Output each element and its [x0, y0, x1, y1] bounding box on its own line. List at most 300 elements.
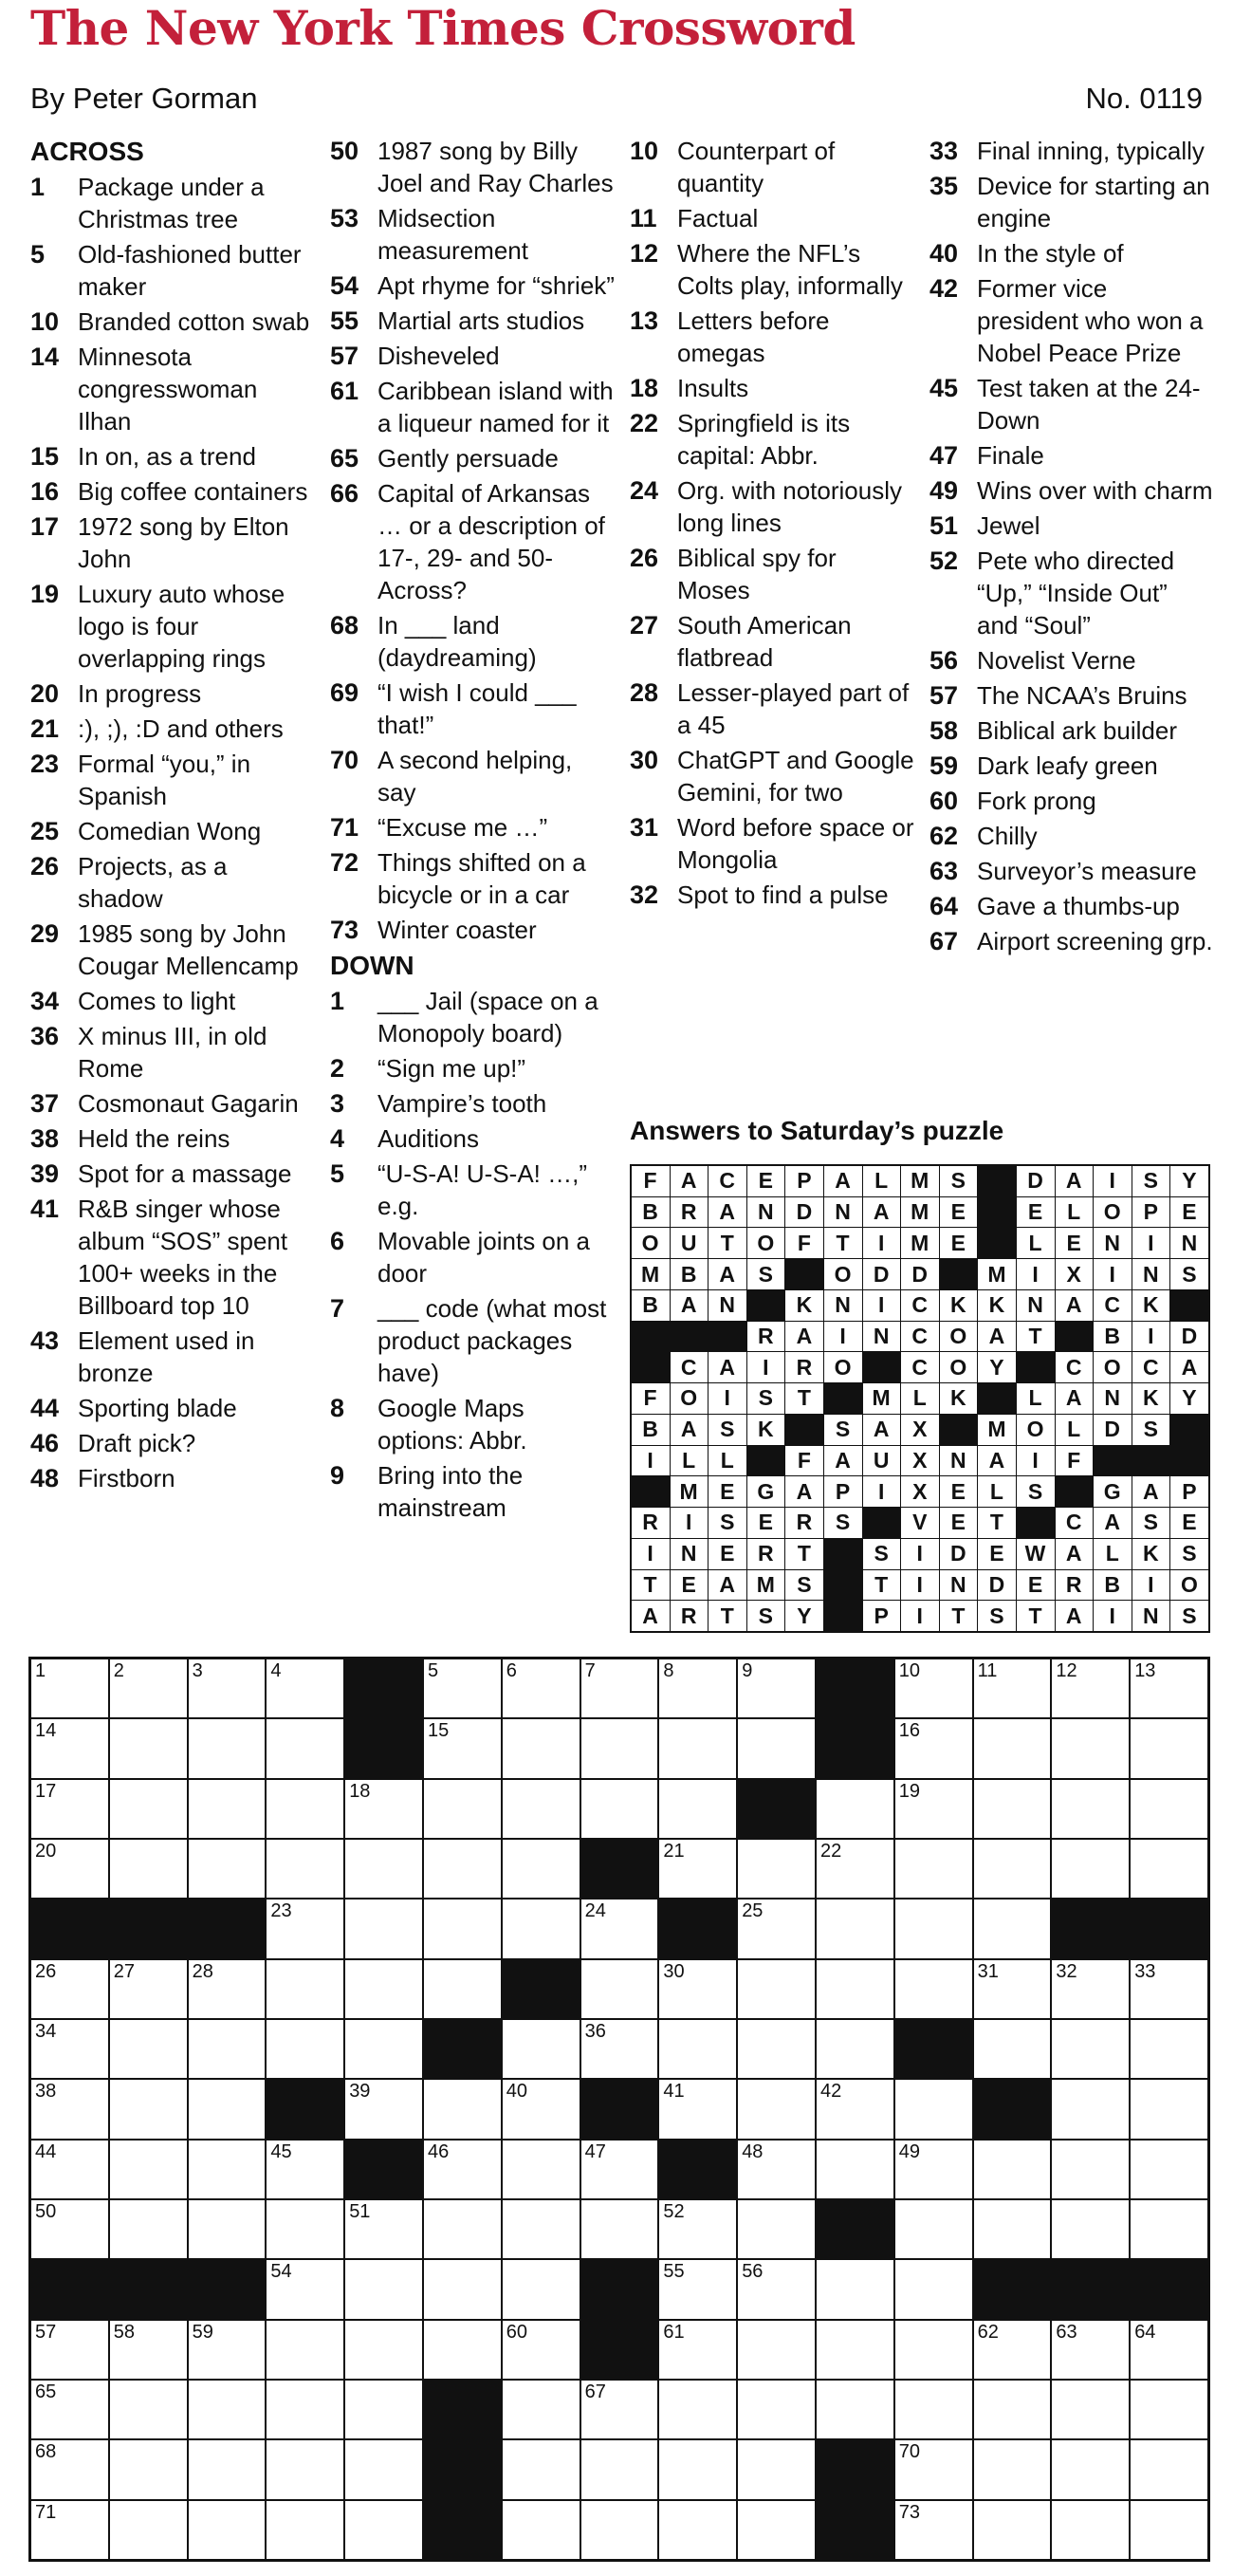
grid-cell[interactable] [424, 1900, 501, 1957]
answer-black-square [824, 1383, 862, 1414]
grid-cell[interactable] [267, 1719, 343, 1777]
answer-black-square [1017, 1352, 1055, 1382]
grid-cell[interactable] [503, 2321, 580, 2379]
grid-cell[interactable] [817, 2020, 893, 2078]
grid-cell[interactable] [581, 2140, 658, 2198]
grid-cell[interactable] [267, 1960, 343, 2018]
grid-cell[interactable] [189, 2440, 266, 2498]
clue-item [30, 748, 315, 812]
grid-cell[interactable] [738, 1960, 815, 2018]
grid-cell[interactable] [1131, 2080, 1207, 2138]
clue-item [630, 407, 914, 472]
clue-text: Winter coaster [377, 916, 537, 944]
grid-cell[interactable] [267, 1840, 343, 1898]
grid-cell[interactable] [581, 1780, 658, 1838]
answer-cell: L [1017, 1228, 1055, 1258]
clue-text: Minnesota congresswoman Ilhan [78, 343, 258, 436]
clue-number: 10 [630, 137, 659, 165]
answer-cell: I [1132, 1228, 1170, 1258]
grid-cell[interactable] [345, 2440, 422, 2498]
clue-text: Test taken at the 24-Down [977, 374, 1201, 435]
answer-cell: N [709, 1290, 746, 1321]
grid-cell[interactable] [1052, 1659, 1129, 1717]
cell-number: 2 [113, 1660, 124, 1681]
grid-cell[interactable] [895, 2140, 972, 2198]
grid-cell[interactable] [345, 1840, 422, 1898]
answer-cell: A [978, 1446, 1016, 1476]
grid-cell[interactable] [895, 2080, 972, 2138]
grid-cell[interactable] [895, 1780, 972, 1838]
grid-cell[interactable] [581, 2501, 658, 2559]
clue-text: Former vice president who won a Nobel Peace Prize [977, 274, 1204, 367]
clue-item [929, 855, 1214, 887]
grid-cell[interactable] [581, 2200, 658, 2258]
black-square [974, 2260, 1051, 2318]
grid-cell[interactable] [895, 2260, 972, 2318]
answer-black-square [978, 1197, 1016, 1228]
grid-cell[interactable] [659, 1780, 736, 1838]
answer-cell: B [1094, 1322, 1132, 1352]
answer-black-square [863, 1508, 901, 1538]
clue-number: 50 [330, 137, 359, 165]
clue-item [330, 305, 615, 337]
grid-cell[interactable] [503, 1659, 580, 1717]
answer-cell: O [632, 1228, 670, 1258]
grid-cell[interactable] [659, 2321, 736, 2379]
grid-cell[interactable] [895, 1840, 972, 1898]
grid-cell[interactable] [738, 2200, 815, 2258]
grid-cell[interactable] [189, 2501, 266, 2559]
clue-text: Bring into the mainstream [377, 1461, 524, 1522]
clue-item [929, 135, 1214, 167]
grid-cell[interactable] [189, 2321, 266, 2379]
grid-cell[interactable] [1052, 2020, 1129, 2078]
grid-cell[interactable] [110, 1960, 187, 2018]
answer-cell: I [1132, 1322, 1170, 1352]
grid-cell[interactable] [581, 1960, 658, 2018]
grid-cell[interactable] [345, 2381, 422, 2438]
grid-cell[interactable] [817, 2080, 893, 2138]
grid-cell[interactable] [503, 1719, 580, 1777]
clue-number: 9 [330, 1461, 345, 1490]
grid-cell[interactable] [1131, 1960, 1207, 2018]
answer-cell: K [747, 1415, 785, 1445]
grid-cell[interactable] [503, 2140, 580, 2198]
grid-cell[interactable] [1052, 2140, 1129, 2198]
clue-text: Factual [677, 204, 759, 232]
grid-cell[interactable] [738, 2260, 815, 2318]
answer-cell: I [863, 1290, 901, 1321]
grid-cell[interactable] [267, 1900, 343, 1957]
grid-cell[interactable] [31, 2200, 108, 2258]
grid-cell[interactable] [895, 2501, 972, 2559]
answer-cell: A [978, 1322, 1016, 1352]
clue-number: 8 [330, 1394, 345, 1422]
grid-cell[interactable] [738, 2501, 815, 2559]
clue-text: A second helping, say [377, 746, 573, 806]
grid-cell[interactable] [189, 1840, 266, 1898]
grid-cell[interactable] [345, 2200, 422, 2258]
grid-cell[interactable] [503, 2200, 580, 2258]
clue-number: 49 [929, 476, 959, 505]
grid-cell[interactable] [895, 1659, 972, 1717]
grid-cell[interactable] [659, 2501, 736, 2559]
grid-cell[interactable] [895, 1900, 972, 1957]
grid-cell[interactable] [659, 2080, 736, 2138]
clue-number: 17 [30, 512, 60, 541]
grid-cell[interactable] [817, 1900, 893, 1957]
clue-text: R&B singer whose album “SOS” spent 100+ weeks in the Billboard top 10 [78, 1195, 288, 1320]
grid-cell[interactable] [1131, 2020, 1207, 2078]
grid-cell[interactable] [110, 1780, 187, 1838]
grid-cell[interactable] [503, 1840, 580, 1898]
grid-cell[interactable] [267, 2440, 343, 2498]
grid-cell[interactable] [267, 2381, 343, 2438]
clue-text: Auditions [377, 1124, 479, 1153]
grid-cell[interactable] [581, 2020, 658, 2078]
grid-cell[interactable] [424, 1780, 501, 1838]
grid-cell[interactable] [738, 1900, 815, 1957]
answer-cell: S [747, 1383, 785, 1414]
grid-cell[interactable] [1131, 1659, 1207, 1717]
clue-text: Chilly [977, 822, 1038, 850]
grid-cell[interactable] [31, 1840, 108, 1898]
clue-text: Capital of Arkansas … or a description of 17-, 29- and 50-Across? [377, 479, 605, 604]
grid-cell[interactable] [503, 2080, 580, 2138]
grid-cell[interactable] [659, 1840, 736, 1898]
answer-cell: E [671, 1570, 709, 1601]
grid-cell[interactable] [581, 1900, 658, 1957]
grid-cell[interactable] [738, 2140, 815, 2198]
black-square [424, 2440, 501, 2498]
grid-cell[interactable] [110, 1719, 187, 1777]
grid-cell[interactable] [817, 2321, 893, 2379]
grid-cell[interactable] [895, 2440, 972, 2498]
grid-cell[interactable] [189, 2381, 266, 2438]
grid-cell[interactable] [110, 2020, 187, 2078]
grid-cell[interactable] [345, 1780, 422, 1838]
grid-cell[interactable] [503, 2501, 580, 2559]
grid-cell[interactable] [1052, 2440, 1129, 2498]
grid-cell[interactable] [659, 2381, 736, 2438]
grid-cell[interactable] [1131, 2440, 1207, 2498]
grid-cell[interactable] [267, 2140, 343, 2198]
answer-cell: N [1094, 1383, 1132, 1414]
grid-cell[interactable] [424, 1659, 501, 1717]
grid-cell[interactable] [424, 1719, 501, 1777]
grid-cell[interactable] [424, 2200, 501, 2258]
grid-cell[interactable] [659, 1659, 736, 1717]
grid-cell[interactable] [895, 2381, 972, 2438]
grid-cell[interactable] [345, 2501, 422, 2559]
grid-cell[interactable] [974, 2200, 1051, 2258]
clue-number: 28 [630, 678, 659, 707]
grid-cell[interactable] [345, 2080, 422, 2138]
byline: By Peter Gorman [30, 82, 258, 115]
grid-cell[interactable] [1052, 1719, 1129, 1777]
grid-cell[interactable] [738, 2381, 815, 2438]
answer-cell: O [940, 1352, 978, 1382]
grid-cell[interactable] [659, 2020, 736, 2078]
answer-cell: K [1132, 1539, 1170, 1569]
grid-cell[interactable] [974, 2140, 1051, 2198]
grid-cell[interactable] [659, 2200, 736, 2258]
clue-text: Vampire’s tooth [377, 1089, 547, 1118]
grid-cell[interactable] [817, 2260, 893, 2318]
clue-item [630, 372, 914, 404]
answer-cell: S [978, 1601, 1016, 1631]
black-square [424, 2020, 501, 2078]
grid-cell[interactable] [189, 1780, 266, 1838]
clue-text: Branded cotton swab [78, 307, 310, 336]
grid-cell[interactable] [738, 1719, 815, 1777]
grid-cell[interactable] [345, 1960, 422, 2018]
grid-cell[interactable] [581, 1659, 658, 1717]
grid-cell[interactable] [817, 1780, 893, 1838]
black-square [424, 2381, 501, 2438]
grid-cell[interactable] [974, 1780, 1051, 1838]
answer-cell: O [1094, 1197, 1132, 1228]
answer-cell: R [671, 1601, 709, 1631]
answer-black-square [1170, 1415, 1208, 1445]
grid-cell[interactable] [189, 2080, 266, 2138]
grid-cell[interactable] [974, 1659, 1051, 1717]
grid-cell[interactable] [424, 2260, 501, 2318]
grid-cell[interactable] [974, 2440, 1051, 2498]
answer-cell: Y [978, 1352, 1016, 1382]
grid-cell[interactable] [974, 2321, 1051, 2379]
answer-cell: S [747, 1601, 785, 1631]
grid-cell[interactable] [267, 2501, 343, 2559]
grid-cell[interactable] [738, 1840, 815, 1898]
grid-cell[interactable] [424, 2321, 501, 2379]
clue-text: Wins over with charm [977, 476, 1213, 505]
grid-cell[interactable] [345, 2260, 422, 2318]
grid-cell[interactable] [974, 1960, 1051, 2018]
grid-cell[interactable] [659, 2260, 736, 2318]
grid-cell[interactable] [817, 2381, 893, 2438]
grid-cell[interactable] [189, 1659, 266, 1717]
grid-cell[interactable] [267, 2321, 343, 2379]
grid-cell[interactable] [110, 2140, 187, 2198]
grid-cell[interactable] [738, 2321, 815, 2379]
answer-cell: A [1094, 1508, 1132, 1538]
answer-cell: S [709, 1508, 746, 1538]
clue-text: Old-fashioned butter maker [78, 240, 302, 301]
grid-cell[interactable] [189, 1719, 266, 1777]
grid-cell[interactable] [31, 2440, 108, 2498]
grid-cell[interactable] [1052, 2321, 1129, 2379]
grid-cell[interactable] [738, 2020, 815, 2078]
grid-cell[interactable] [424, 2080, 501, 2138]
grid-cell[interactable] [1052, 2381, 1129, 2438]
grid-cell[interactable] [895, 2321, 972, 2379]
grid-cell[interactable] [503, 2440, 580, 2498]
cell-number: 70 [898, 2441, 921, 2463]
grid-cell[interactable] [503, 2381, 580, 2438]
grid-cell[interactable] [31, 1719, 108, 1777]
grid-cell[interactable] [31, 1659, 108, 1717]
grid-cell[interactable] [1131, 2501, 1207, 2559]
grid-cell[interactable] [1052, 2501, 1129, 2559]
clue-item [330, 340, 615, 372]
grid-cell[interactable] [974, 1900, 1051, 1957]
grid-cell[interactable] [503, 2020, 580, 2078]
answer-black-square [1056, 1476, 1094, 1507]
grid-cell[interactable] [1052, 1840, 1129, 1898]
answer-cell: P [863, 1601, 901, 1631]
black-square [817, 2501, 893, 2559]
answer-cell: T [1017, 1601, 1055, 1631]
grid-cell[interactable] [110, 2200, 187, 2258]
grid-cell[interactable] [31, 2080, 108, 2138]
grid-cell[interactable] [974, 1840, 1051, 1898]
grid-cell[interactable] [1131, 2140, 1207, 2198]
clue-number: 37 [30, 1089, 60, 1118]
grid-cell[interactable] [738, 1659, 815, 1717]
grid-cell[interactable] [267, 2020, 343, 2078]
grid-cell[interactable] [189, 2020, 266, 2078]
grid-cell[interactable] [424, 1840, 501, 1898]
clue-text: Biblical spy for Moses [677, 544, 837, 604]
clue-item [330, 375, 615, 439]
clue-text: Word before space or Mongolia [677, 813, 914, 874]
clue-text: Fork prong [977, 787, 1096, 815]
grid-cell[interactable] [581, 2440, 658, 2498]
answer-cell: A [785, 1322, 823, 1352]
answer-cell: P [824, 1476, 862, 1507]
answer-black-square [747, 1446, 785, 1476]
answer-cell: B [632, 1290, 670, 1321]
clue-number: 45 [929, 374, 959, 402]
grid-cell[interactable] [189, 1960, 266, 2018]
grid-cell[interactable] [581, 1719, 658, 1777]
cell-number: 23 [270, 1900, 292, 1922]
answer-cell: Y [1170, 1166, 1208, 1196]
grid-cell[interactable] [31, 2140, 108, 2198]
grid-cell[interactable] [110, 1840, 187, 1898]
grid-cell[interactable] [110, 1659, 187, 1717]
grid-cell[interactable] [974, 2020, 1051, 2078]
grid-cell[interactable] [110, 2381, 187, 2438]
grid-cell[interactable] [424, 1960, 501, 2018]
grid-cell[interactable] [659, 1719, 736, 1777]
answer-cell: I [632, 1446, 670, 1476]
grid-cell[interactable] [1131, 1780, 1207, 1838]
cell-number: 41 [663, 2081, 685, 2103]
clue-text: Caribbean island with a liqueur named for it [377, 377, 614, 437]
grid-cell[interactable] [895, 2200, 972, 2258]
grid-cell[interactable] [738, 2440, 815, 2498]
clue-item [30, 1427, 315, 1459]
answer-cell: M [901, 1166, 939, 1196]
grid-cell[interactable] [189, 2200, 266, 2258]
grid-cell[interactable] [31, 1960, 108, 2018]
grid-cell[interactable] [267, 1659, 343, 1717]
grid-cell[interactable] [110, 2501, 187, 2559]
answer-cell: A [632, 1601, 670, 1631]
grid-cell[interactable] [31, 2501, 108, 2559]
grid-cell[interactable] [895, 1960, 972, 2018]
grid-cell[interactable] [345, 1900, 422, 1957]
grid-cell[interactable] [1052, 2080, 1129, 2138]
answer-black-square [1094, 1446, 1132, 1476]
answer-cell: E [978, 1539, 1016, 1569]
grid-cell[interactable] [974, 1719, 1051, 1777]
grid-cell[interactable] [503, 1780, 580, 1838]
grid-cell[interactable] [424, 2140, 501, 2198]
grid-cell[interactable] [738, 2080, 815, 2138]
grid-cell[interactable] [974, 2501, 1051, 2559]
grid-cell[interactable] [1131, 1719, 1207, 1777]
grid-cell[interactable] [659, 2440, 736, 2498]
grid-cell[interactable] [659, 1960, 736, 2018]
grid-cell[interactable] [503, 1900, 580, 1957]
answer-cell: N [824, 1290, 862, 1321]
black-square [267, 2080, 343, 2138]
clue-item [330, 985, 615, 1049]
grid-cell[interactable] [895, 1719, 972, 1777]
clue-number: 69 [330, 678, 359, 707]
grid-cell[interactable] [110, 2440, 187, 2498]
clue-number: 65 [330, 444, 359, 473]
grid-cell[interactable] [817, 1840, 893, 1898]
grid-cell[interactable] [817, 1960, 893, 2018]
grid-cell[interactable] [267, 1780, 343, 1838]
answer-cell: D [1094, 1415, 1132, 1445]
grid-cell[interactable] [31, 1780, 108, 1838]
answer-cell: S [863, 1539, 901, 1569]
answer-cell: L [978, 1476, 1016, 1507]
answer-black-square [709, 1322, 746, 1352]
grid-cell[interactable] [1131, 2381, 1207, 2438]
grid-cell[interactable] [1131, 2200, 1207, 2258]
grid-cell[interactable] [503, 2260, 580, 2318]
clue-number: 1 [30, 173, 46, 201]
clue-number: 11 [630, 204, 657, 232]
grid-cell[interactable] [31, 2381, 108, 2438]
grid-cell[interactable] [345, 2020, 422, 2078]
grid-cell[interactable] [1052, 1780, 1129, 1838]
grid-cell[interactable] [1131, 2321, 1207, 2379]
black-square [974, 2080, 1051, 2138]
grid-cell[interactable] [1052, 2200, 1129, 2258]
cell-number: 68 [35, 2441, 57, 2463]
grid-cell[interactable] [1052, 1960, 1129, 2018]
clue-text: Disheveled [377, 342, 500, 370]
clue-text: Biblical ark builder [977, 716, 1177, 745]
clue-number: 2 [330, 1054, 345, 1083]
clue-item [630, 609, 914, 674]
answer-cell: C [901, 1290, 939, 1321]
grid-cell[interactable] [31, 2321, 108, 2379]
answer-cell: K [978, 1290, 1016, 1321]
grid-cell[interactable] [31, 2020, 108, 2078]
grid-cell[interactable] [581, 2381, 658, 2438]
clue-item [330, 1392, 615, 1456]
grid-cell[interactable] [110, 2080, 187, 2138]
grid-cell[interactable] [345, 2321, 422, 2379]
grid-cell[interactable] [974, 2381, 1051, 2438]
grid-cell[interactable] [817, 2140, 893, 2198]
grid-cell[interactable] [189, 2140, 266, 2198]
grid-cell[interactable] [1131, 1840, 1207, 1898]
grid-cell[interactable] [267, 2260, 343, 2318]
cell-number: 18 [349, 1780, 371, 1802]
answer-cell: O [824, 1352, 862, 1382]
grid-cell[interactable] [110, 2321, 187, 2379]
grid-cell[interactable] [267, 2200, 343, 2258]
